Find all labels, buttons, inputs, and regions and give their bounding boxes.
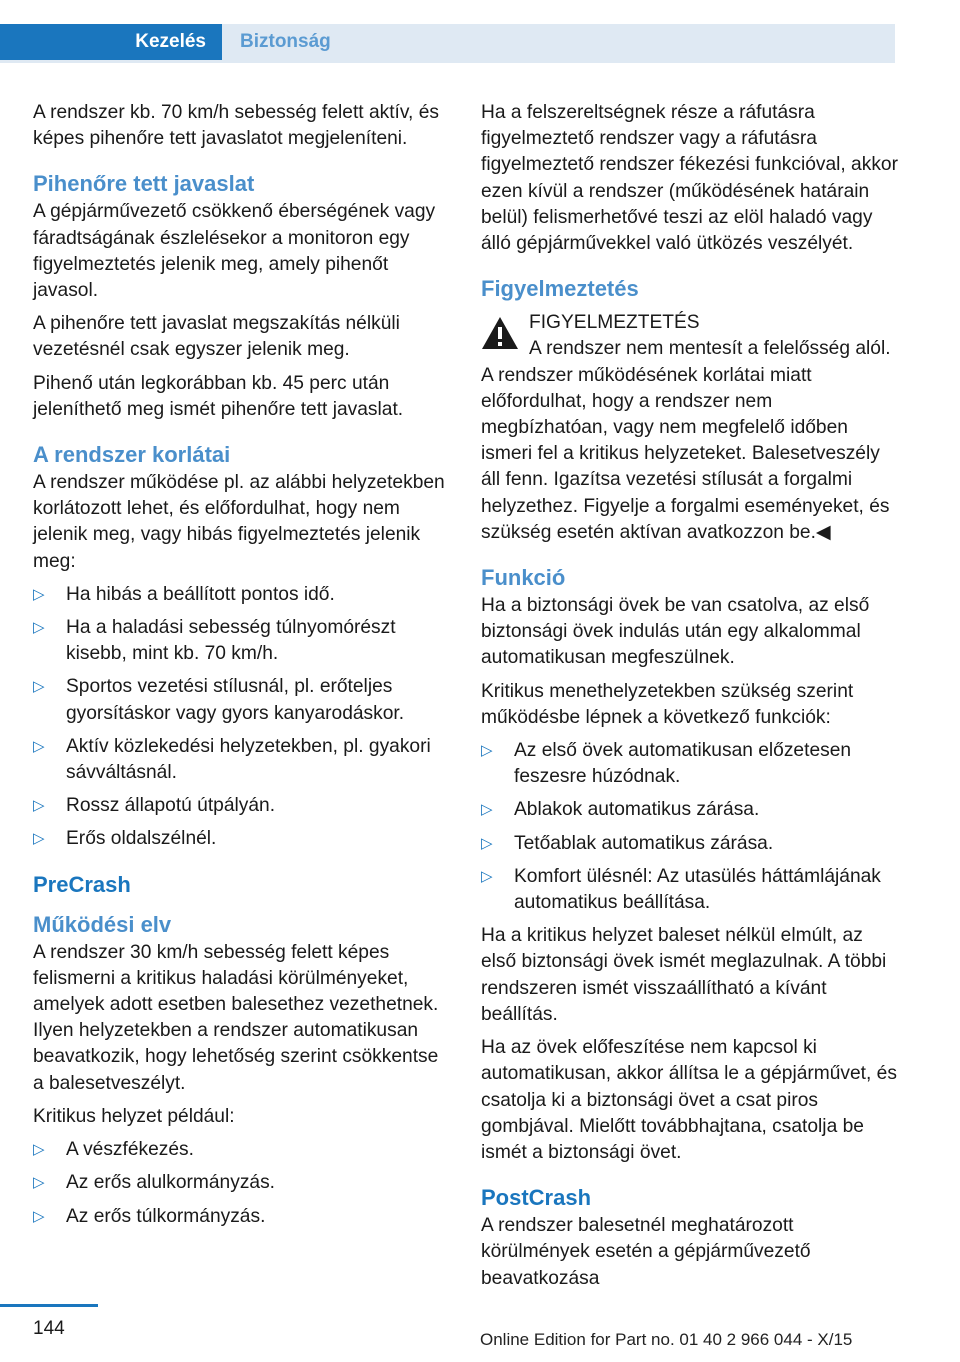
paragraph: A rendszer balesetnél meghatározott körülmények esetén a gépjárművezető beavatkozása [481,1215,811,1289]
triangle-bullet-icon: ▷ [481,834,493,852]
list-item: ▷ Ablakok automatikus zárása. [481,797,901,823]
heading-precrash: PreCrash [33,871,131,897]
paragraph: Ha az övek előfeszítése nem kapcsol ki automatikusan, akkor állítsa le a gépjárművet, és csatolja ki a biztonsági övet a csat piros gombjával. Mielőtt továbbhajtana, csatolja be ismét a biztonsági övet. [481,1037,897,1163]
list-item: ▷ Az első övek automatikusan előzetesen feszesre húzódnak. [481,740,852,788]
paragraph: A gépjárművezető csökkenő éberségének vagy fáradtságának észlelésekor a monitoron egy figyelmeztetés jelenik meg, amely pihenőt javasol. [33,201,436,302]
paragraph: Ha a biztonsági övek be van csatolva, az első biztonsági övek indulás után egy alkalommal automatikusan megfeszülnek. [481,595,870,669]
triangle-bullet-icon: ▷ [33,1141,45,1159]
warning-box [481,310,901,336]
tab-biztonsag[interactable]: Biztonság [222,24,895,60]
list-item: ▷ Komfort ülésnél: Az utasülés háttámlájának automatikus beállítása. [481,865,881,914]
header-rule [0,60,895,63]
paragraph: A pihenőre tett javaslat megszakítás nélküli vezetésnél csak egyszer jelenik meg. [33,313,400,361]
triangle-bullet-icon: ▷ [481,742,493,760]
paragraph: Kritikus menethelyzetekben szükség szerint működésbe lépnek a következő funkciók: [481,680,854,728]
triangle-bullet-icon: ▷ [481,867,493,885]
triangle-bullet-icon: ▷ [33,678,45,696]
right-column [481,100,901,1299]
limits-list [33,582,453,853]
paragraph: Ha a kritikus helyzet baleset nélkül elmúlt, az első biztonsági övek ismét meglazulnak. A többi rendszeren ismét visszaállítható a kívánt beállítás. [481,925,887,1025]
heading-warning: Figyelmeztetés [481,276,639,302]
list-item: ▷ Ha hibás a beállított pontos idő. [33,582,453,608]
triangle-bullet-icon: ▷ [33,619,45,637]
triangle-bullet-icon: ▷ [33,797,45,815]
list-item: ▷ Az erős túlkormányzás. [33,1204,453,1230]
list-item: ▷ Rossz állapotú útpályán. [33,793,453,819]
list-item: ▷ Ha a haladási sebesség túlnyomórészt kisebb, mint kb. 70 km/h. [33,617,396,665]
warning-text: A rendszer nem mentesít a felelősség alól. A rendszer működésének korlátai miatt előfordulhat, hogy a rendszer nem megbízhatóan, vagy nem megfelelő időben ismeri fel a kritikus helyzeteket. Balesetveszély áll fenn. Igazítsa vezetési stílusát a forgalmi helyzethez. Figyelje a forgalmi eseményeket, és szükség esetén aktívan avatkozzon be.◀ [481,338,891,543]
paragraph: A rendszer működése pl. az alábbi helyzetekben korlátozott lehet, és előfordulhat, hogy nem jelenik meg, vagy hibás figyelmeztetés jelenik meg: [33,472,445,572]
list-item: ▷ Sportos vezetési stílusnál, pl. erőteljes gyorsításkor vagy gyors kanyarodáskor. [33,676,405,724]
list-item: ▷ A vészfékezés. [33,1137,453,1163]
edition-footer: Online Edition for Part no. 01 40 2 966 044 - X/15 [480,1330,853,1349]
triangle-bullet-icon: ▷ [33,830,45,848]
warning-title: FIGYELMEZTETÉS [529,312,700,334]
list-item: ▷ Erős oldalszélnél. [33,826,453,852]
left-column [33,100,453,1237]
triangle-bullet-icon: ▷ [33,1207,45,1225]
triangle-bullet-icon: ▷ [33,585,45,603]
examples-list [33,1137,453,1230]
heading-function: Funkció [481,565,566,591]
heading-rest-suggestion: Pihenőre tett javaslat [33,171,255,197]
warning-triangle-icon [481,316,519,350]
page-number: 144 [33,1318,65,1339]
header-tabs [0,24,895,62]
list-item: ▷ Az erős alulkormányzás. [33,1170,453,1196]
intro-paragraph: A rendszer kb. 70 km/h sebesség felett aktív, és képes pihenőre tett javaslatot megjeleníteni. [33,102,439,150]
triangle-bullet-icon: ▷ [33,737,45,755]
list-item: ▷ Aktív közlekedési helyzetekben, pl. gyakori sávváltásnál. [33,735,431,784]
tab-kezeles[interactable]: Kezelés [0,24,222,60]
paragraph: Kritikus helyzet például: [33,1105,235,1127]
page-number-rule [0,1304,98,1307]
heading-principle: Működési elv [33,911,172,937]
paragraph: Ha a felszereltségnek része a ráfutásra figyelmeztető rendszer vagy a ráfutásra figyelmeztető rendszer fékezési funkcióval, akkor ezen kívül a rendszer (működésének határain belül) felismerhetővé teszi az elöl haladó vagy álló gépjárművekkel való ütközés veszélyét. [481,102,898,255]
list-item: ▷ Tetőablak automatikus zárása. [481,831,901,857]
paragraph: Pihenő után legkorábban kb. 45 perc után jeleníthető meg ismét pihenőre tett javaslat. [33,372,404,420]
triangle-bullet-icon: ▷ [33,1174,45,1192]
paragraph: A rendszer 30 km/h sebesség felett képes felismerni a kritikus haladási körülményeket, amelyek adott esetben balesethez vezethetnek. Ilyen helyzetekben a rendszer automatikusan beavatkozik, hogy lehetőség szerint csökkentse a balesetveszélyt. [33,941,439,1094]
heading-postcrash: PostCrash [481,1185,592,1211]
heading-system-limits: A rendszer korlátai [33,442,231,468]
functions-list [481,738,901,916]
triangle-bullet-icon: ▷ [481,801,493,819]
